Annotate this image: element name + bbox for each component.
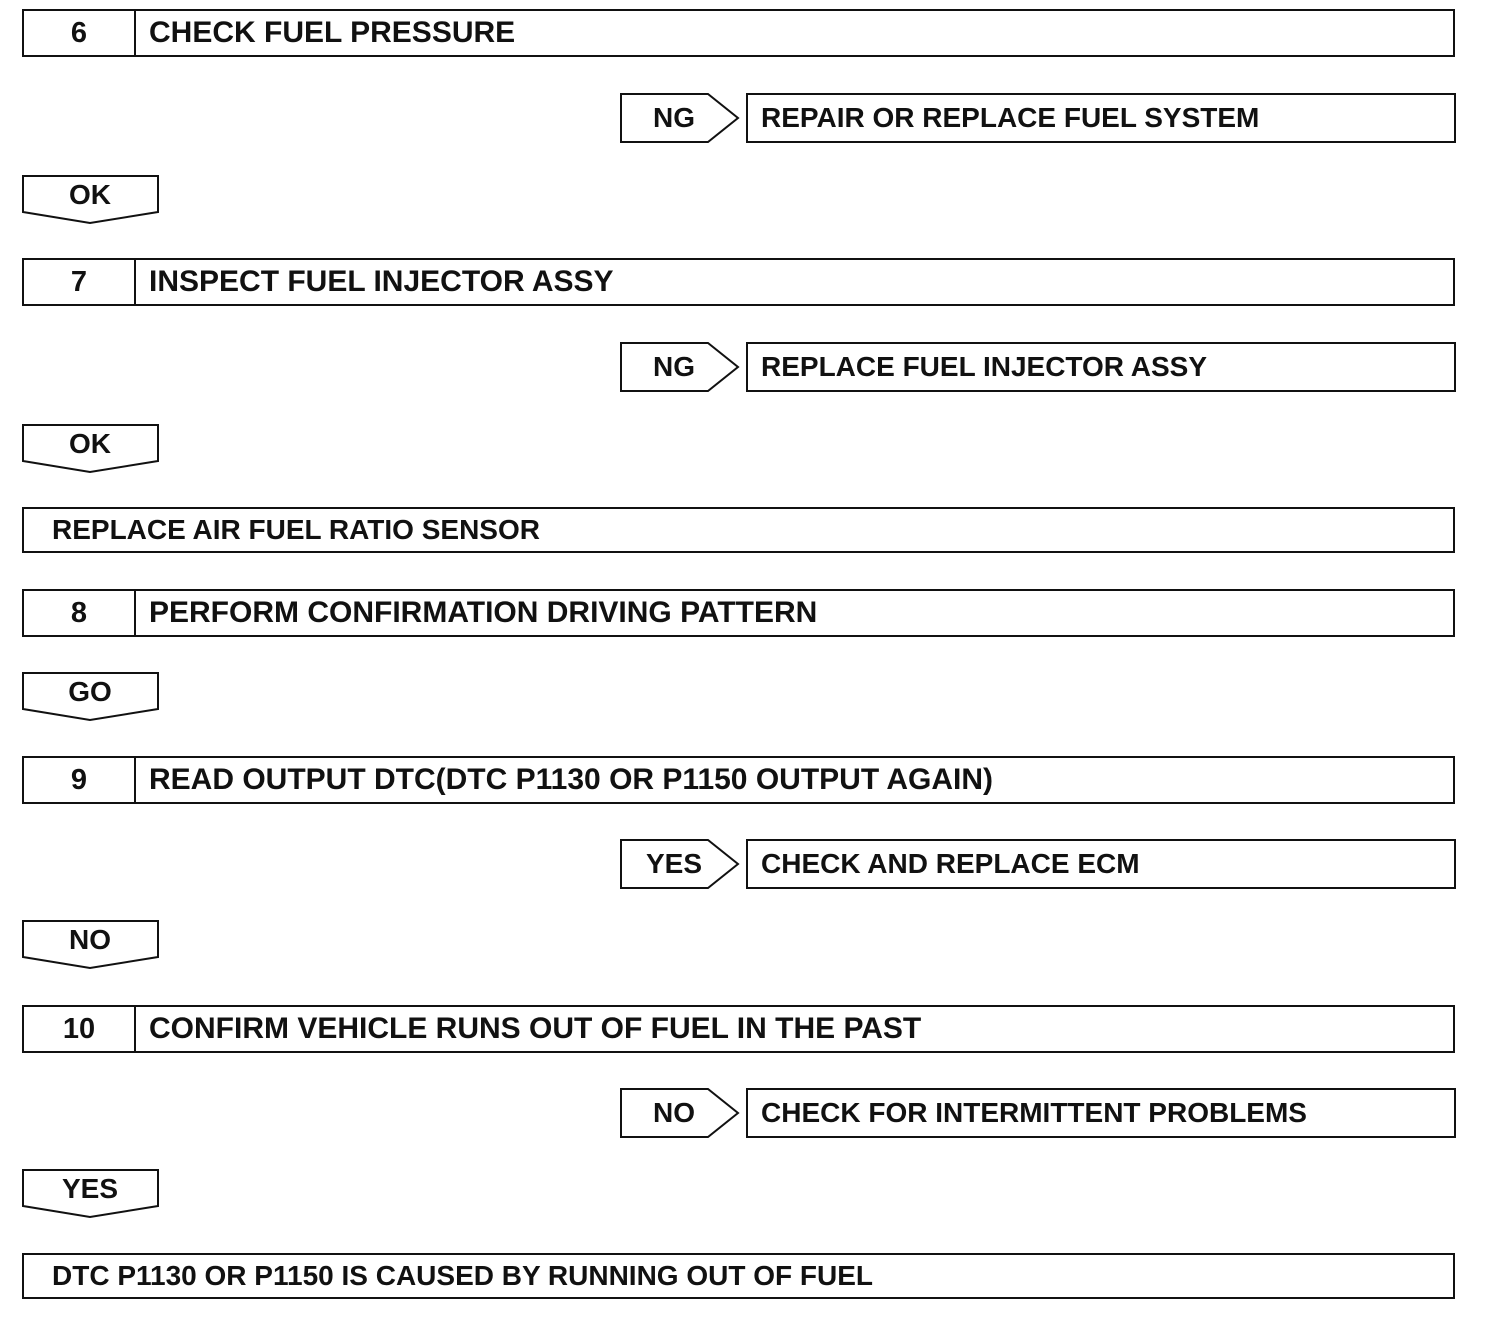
step-title: PERFORM CONFIRMATION DRIVING PATTERN xyxy=(149,596,818,629)
result-replace-af-sensor: REPLACE AIR FUEL RATIO SENSOR xyxy=(22,507,1455,553)
step-title: CONFIRM VEHICLE RUNS OUT OF FUEL IN THE PAST xyxy=(149,1012,922,1045)
branch-action: REPAIR OR REPLACE FUEL SYSTEM xyxy=(746,93,1456,143)
step-number: 6 xyxy=(24,11,136,55)
branch-label: YES xyxy=(645,848,703,879)
down-arrow-ok-2 xyxy=(22,424,160,474)
step-number: 10 xyxy=(24,1007,136,1051)
down-label: NO xyxy=(69,924,111,955)
step-10-box xyxy=(22,1005,1455,1053)
down-arrow-no xyxy=(22,920,160,970)
step-8-box xyxy=(22,589,1455,637)
down-label: OK xyxy=(69,179,111,210)
branch-label: NO xyxy=(653,1097,695,1128)
step-number: 9 xyxy=(24,758,136,802)
branch-label: NG xyxy=(653,102,695,133)
branch-action: CHECK FOR INTERMITTENT PROBLEMS xyxy=(746,1088,1456,1138)
step-title: READ OUTPUT DTC(DTC P1130 OR P1150 OUTPUT AGAIN) xyxy=(149,763,994,796)
branch-action: CHECK AND REPLACE ECM xyxy=(746,839,1456,889)
branch-no-intermittent xyxy=(620,1088,1456,1138)
step-number: 8 xyxy=(24,591,136,635)
down-label: OK xyxy=(69,428,111,459)
branch-action: REPLACE FUEL INJECTOR ASSY xyxy=(746,342,1456,392)
step-7-box xyxy=(22,258,1455,306)
branch-yes-ecm xyxy=(620,839,1456,889)
branch-ng-injector xyxy=(620,342,1456,392)
down-arrow-yes xyxy=(22,1169,160,1219)
branch-ng-fuel-system xyxy=(620,93,1456,143)
branch-label: NG xyxy=(653,351,695,382)
result-running-out-of-fuel: DTC P1130 OR P1150 IS CAUSED BY RUNNING OUT OF FUEL xyxy=(22,1253,1455,1299)
step-6-box xyxy=(22,9,1455,57)
step-title: INSPECT FUEL INJECTOR ASSY xyxy=(149,265,614,298)
down-arrow-ok-1 xyxy=(22,175,160,225)
down-label: GO xyxy=(68,676,112,707)
down-arrow-go xyxy=(22,672,160,722)
step-title: CHECK FUEL PRESSURE xyxy=(149,16,516,49)
down-label: YES xyxy=(61,1173,119,1204)
step-9-box xyxy=(22,756,1455,804)
step-number: 7 xyxy=(24,260,136,304)
